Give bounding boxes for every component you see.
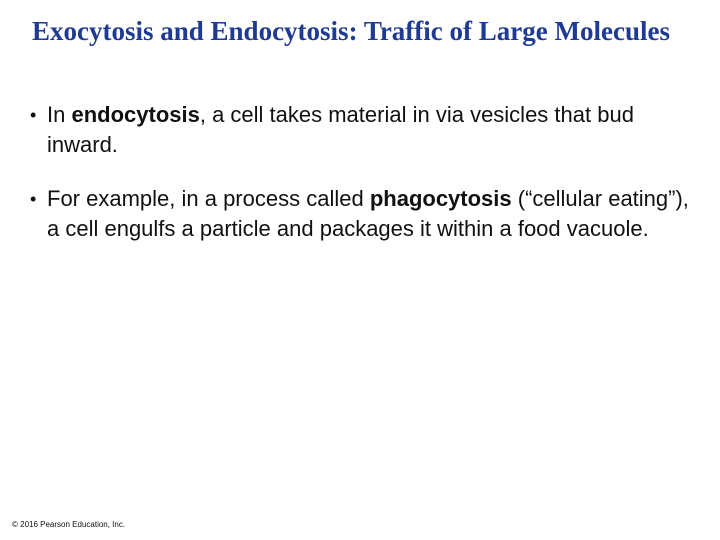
slide-title: Exocytosis and Endocytosis: Traffic of Large Molecules (32, 16, 670, 46)
bullet-text-prefix: For example, in a process called (47, 186, 370, 211)
bullet-marker: • (30, 105, 37, 125)
bullet-item-phagocytosis (30, 184, 700, 244)
bullet-item-endocytosis (30, 100, 700, 160)
copyright-footer: © 2016 Pearson Education, Inc. (12, 520, 126, 529)
bullet-term-phagocytosis: phagocytosis (369, 186, 512, 211)
bullet-text-prefix: In (47, 102, 72, 127)
bullet-marker: • (30, 189, 37, 209)
bullet-text-suffix: (“cellular eating”), a cell engulfs a particle and packages it within a food vacuole. (47, 186, 689, 241)
bullet-term-endocytosis: endocytosis (71, 102, 200, 127)
bullet-list (30, 100, 700, 268)
bullet-text-suffix: , a cell takes material in via vesicles that bud inward. (47, 102, 634, 157)
